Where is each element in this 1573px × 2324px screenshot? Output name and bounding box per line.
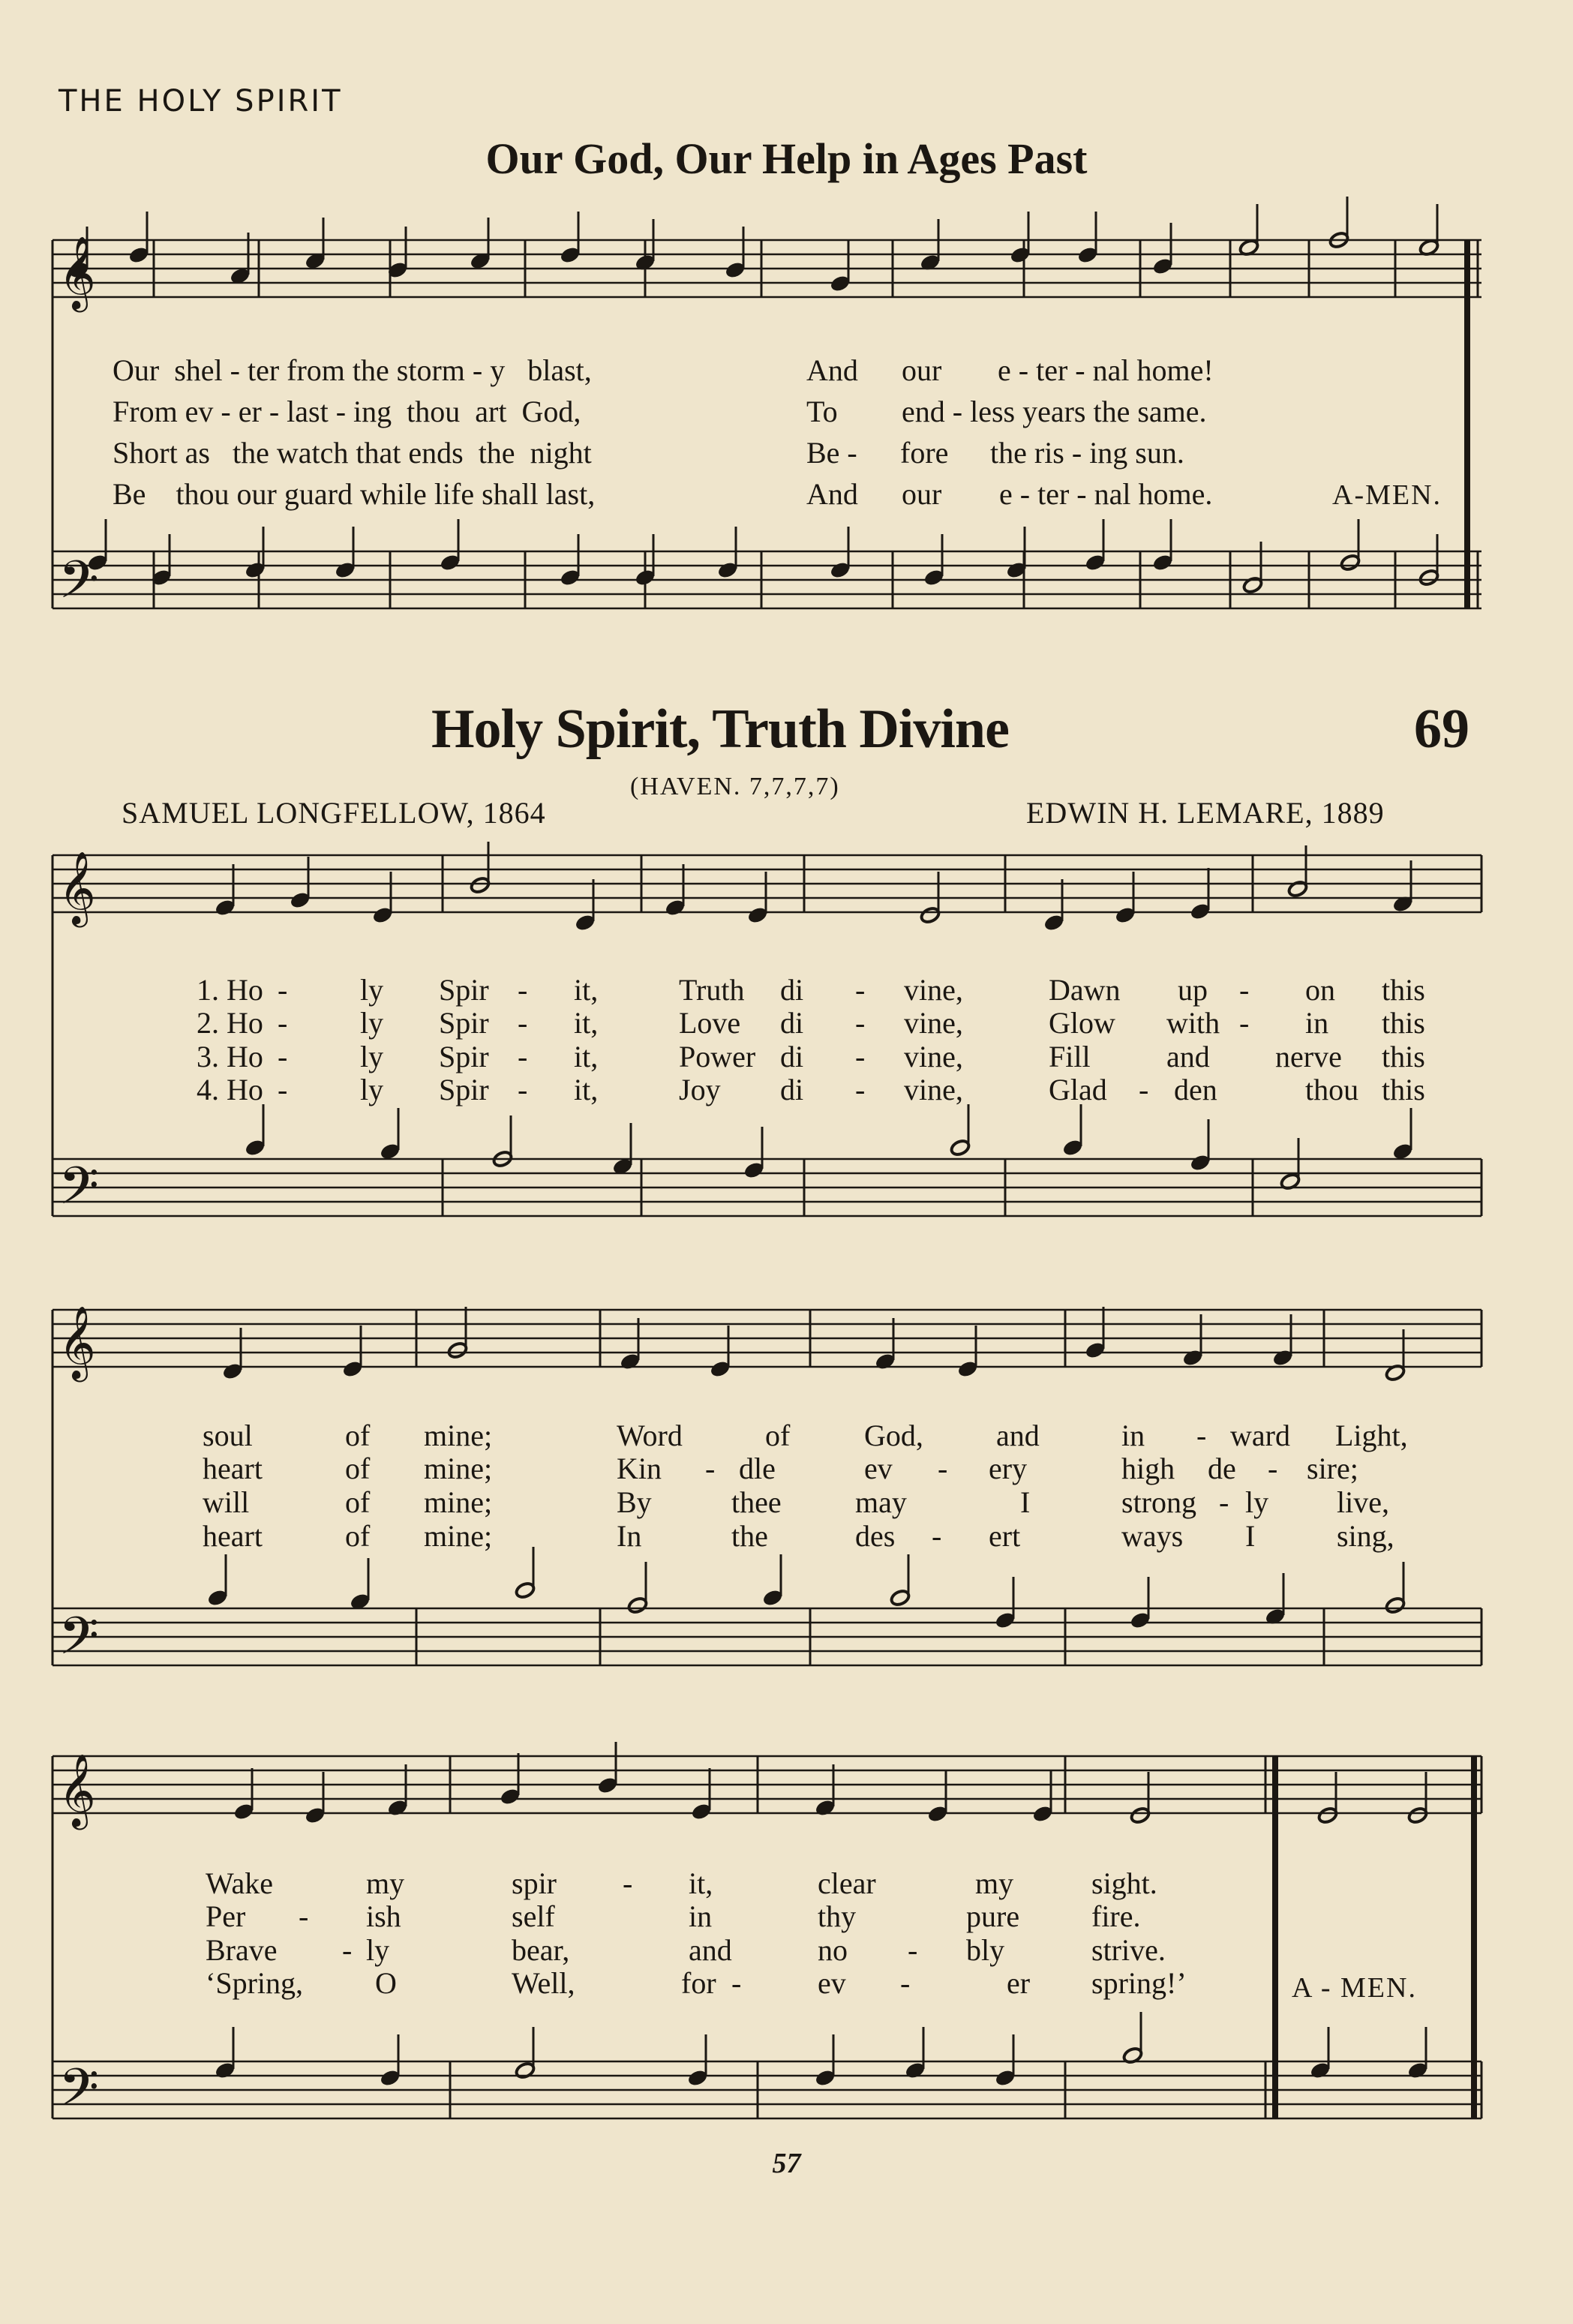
lyric-syllable: ways: [1121, 1519, 1184, 1553]
lyric-syllable: den: [1174, 1073, 1217, 1106]
lyric-syllable: di: [780, 1040, 804, 1073]
lyric-syllable: Wake: [206, 1866, 274, 1900]
lyric-syllable: and: [996, 1419, 1040, 1452]
lyric-syllable: ev: [818, 1966, 846, 2000]
lyric-syllable: clear: [818, 1866, 876, 1900]
svg-text:𝄢: 𝄢: [59, 2057, 100, 2130]
lyric-syllable: ‘Spring,: [206, 1966, 303, 2000]
lyric-syllable: O: [375, 1966, 397, 2000]
lyric: e - ter - nal home.: [999, 477, 1213, 511]
lyric-syllable: -: [900, 1966, 911, 2000]
lyric-syllable: Joy: [679, 1073, 721, 1106]
lyric-syllable: strong: [1121, 1485, 1196, 1519]
lyric: From ev - er - last - ing: [113, 395, 392, 428]
lyric-syllable: in: [1305, 1006, 1329, 1040]
hymn-title-holy-spirit: Holy Spirit, Truth Divine: [431, 698, 1009, 760]
lyric-syllable: Truth: [679, 973, 745, 1007]
lyric: And: [806, 353, 858, 387]
lyric-syllable: Well,: [512, 1966, 575, 2000]
lyric-syllable: ly: [1245, 1485, 1269, 1519]
lyric-syllable: Dawn: [1049, 973, 1121, 1007]
lyric: thou: [407, 395, 461, 428]
lyric: And: [806, 477, 858, 511]
lyric-syllable: live,: [1337, 1485, 1389, 1519]
lyric: night: [530, 436, 592, 470]
lyric-syllable: -: [342, 1933, 353, 1967]
lyric-syllable: -: [855, 973, 866, 1007]
lyric-syllable: dle: [739, 1452, 776, 1485]
lyric-syllable: -: [855, 1006, 866, 1040]
lyric: the watch that ends: [233, 436, 464, 470]
lyric-syllable: Spir: [439, 1073, 489, 1106]
lyric-syllable: pure: [966, 1899, 1020, 1933]
lyric-syllable: spring!’: [1091, 1966, 1187, 2000]
lyric-syllable: for: [681, 1966, 716, 2000]
lyric-syllable: Fill: [1049, 1040, 1091, 1073]
lyric-syllable: ward: [1230, 1419, 1290, 1452]
lyric-syllable: er: [1007, 1966, 1031, 2000]
lyric-syllable: ly: [360, 973, 384, 1007]
lyric-syllable: -: [938, 1452, 948, 1485]
lyric: Be -: [806, 436, 857, 470]
lyric-syllable: in: [1121, 1419, 1145, 1452]
hymn-a-verse-1: [113, 353, 1214, 388]
lyric: Short as: [113, 436, 210, 470]
lyric-syllable: -: [518, 1040, 528, 1073]
lyric-syllable: Kin: [617, 1452, 662, 1485]
lyric-syllable: ish: [366, 1899, 401, 1933]
lyric-syllable: ly: [360, 1040, 384, 1073]
lyric-syllable: and: [1166, 1040, 1210, 1073]
lyric-syllable: 4. Ho: [197, 1073, 263, 1106]
hymn-a-verse-4: [113, 476, 1213, 512]
page-number: 57: [772, 2148, 801, 2179]
lyric-syllable: of: [345, 1419, 371, 1452]
lyric-syllable: -: [623, 1866, 633, 1900]
lyric: blast,: [527, 353, 592, 387]
lyric-syllable: self: [512, 1899, 555, 1933]
lyric-syllable: -: [705, 1452, 716, 1485]
svg-text:𝄢: 𝄢: [59, 1155, 100, 1229]
lyric-syllable: my: [975, 1866, 1014, 1900]
lyric-syllable: mine;: [424, 1519, 493, 1553]
lyric-syllable: this: [1382, 1040, 1425, 1073]
lyric-syllable: In: [617, 1519, 642, 1553]
lyric-syllable: God,: [864, 1419, 923, 1452]
lyric-syllable: of: [345, 1452, 371, 1485]
lyric-syllable: I: [1020, 1485, 1031, 1519]
lyric-syllable: -: [1239, 1006, 1250, 1040]
lyric-syllable: sight.: [1091, 1866, 1157, 1900]
lyric-syllable: ly: [366, 1933, 390, 1967]
lyric: the: [478, 436, 515, 470]
hymn-a-verse-3: [113, 435, 1184, 470]
lyric-syllable: and: [689, 1933, 732, 1967]
lyric-syllable: it,: [574, 1073, 599, 1106]
lyric-syllable: on: [1305, 973, 1335, 1007]
lyric-syllable: my: [366, 1866, 405, 1900]
svg-text:𝄞: 𝄞: [59, 1305, 96, 1379]
lyric-syllable: -: [731, 1966, 742, 2000]
tune-name: (HAVEN. 7,7,7,7): [630, 773, 840, 800]
lyric-syllable: vine,: [904, 973, 963, 1007]
svg-text:𝄞: 𝄞: [59, 1753, 96, 1827]
lyric-syllable: vine,: [904, 1006, 963, 1040]
lyric-syllable: it,: [574, 1006, 599, 1040]
lyric: art: [475, 395, 507, 428]
lyric-syllable: -: [855, 1073, 866, 1106]
lyric-syllable: of: [765, 1419, 791, 1452]
lyric: God,: [521, 395, 581, 428]
lyric-syllable: the: [731, 1519, 768, 1553]
hymn-a-amen: A-MEN.: [1332, 479, 1442, 511]
lyric-syllable: sing,: [1337, 1519, 1394, 1553]
svg-text:𝄞: 𝄞: [59, 236, 96, 309]
lyric-syllable: bear,: [512, 1933, 570, 1967]
lyric-syllable: Light,: [1335, 1419, 1408, 1452]
lyric-syllable: it,: [574, 1040, 599, 1073]
lyric-syllable: spir: [512, 1866, 557, 1900]
lyric-syllable: ev: [864, 1452, 893, 1485]
lyric-syllable: By: [617, 1485, 652, 1519]
lyric: shel - ter from the storm - y: [174, 353, 506, 387]
lyric-syllable: -: [518, 1073, 528, 1106]
lyric-syllable: Glow: [1049, 1006, 1115, 1040]
lyric-syllable: thou: [1305, 1073, 1359, 1106]
lyric-syllable: -: [278, 1040, 288, 1073]
lyric-syllable: it,: [574, 973, 599, 1007]
lyric-syllable: di: [780, 1073, 804, 1106]
lyric: the ris - ing sun.: [990, 436, 1184, 470]
lyric: Be: [113, 477, 146, 511]
lyric-syllable: with: [1166, 1006, 1220, 1040]
lyric-syllable: of: [345, 1519, 371, 1553]
lyric-syllable: no: [818, 1933, 848, 1967]
lyric-syllable: -: [278, 1073, 288, 1106]
lyric: thou our guard while life shall last,: [176, 477, 596, 511]
lyric-syllable: this: [1382, 1006, 1425, 1040]
lyric-syllable: vine,: [904, 1073, 963, 1106]
lyric-syllable: this: [1382, 1073, 1425, 1106]
lyric-syllable: Per: [206, 1899, 246, 1933]
lyric-syllable: thy: [818, 1899, 857, 1933]
lyric-syllable: mine;: [424, 1485, 493, 1519]
lyric-syllable: di: [780, 1006, 804, 1040]
lyric: To: [806, 395, 838, 428]
lyric-syllable: 2. Ho: [197, 1006, 263, 1040]
lyric-syllable: fire.: [1091, 1899, 1141, 1933]
hymn-number: 69: [1414, 698, 1469, 760]
lyric-syllable: high: [1121, 1452, 1175, 1485]
lyric-syllable: thee: [731, 1485, 782, 1519]
lyric-syllable: -: [932, 1519, 942, 1553]
lyric-syllable: up: [1178, 973, 1208, 1007]
lyric-syllable: -: [855, 1040, 866, 1073]
lyric-syllable: Spir: [439, 1040, 489, 1073]
lyric-syllable: ly: [360, 1006, 384, 1040]
lyric-syllable: I: [1245, 1519, 1256, 1553]
lyric: our: [902, 353, 942, 387]
lyric-syllable: 3. Ho: [197, 1040, 263, 1073]
lyric-syllable: of: [345, 1485, 371, 1519]
lyric-syllable: heart: [203, 1452, 263, 1485]
hymn-title-our-god: Our God, Our Help in Ages Past: [485, 134, 1088, 183]
composer-credit: EDWIN H. LEMARE, 1889: [1026, 796, 1385, 830]
section-heading: THE HOLY SPIRIT: [59, 84, 343, 119]
lyric-syllable: -: [1139, 1073, 1149, 1106]
lyric-syllable: -: [1219, 1485, 1229, 1519]
lyric-syllable: 1. Ho: [197, 973, 263, 1007]
lyric-syllable: mine;: [424, 1452, 493, 1485]
lyric: fore: [900, 436, 949, 470]
lyric-syllable: will: [203, 1485, 250, 1519]
lyric-syllable: this: [1382, 973, 1425, 1007]
lyric-syllable: Brave: [206, 1933, 278, 1967]
lyric: our: [902, 477, 942, 511]
hymn-b-amen: A - MEN.: [1292, 1972, 1417, 2004]
lyric-syllable: mine;: [424, 1419, 493, 1452]
lyric-syllable: ly: [360, 1073, 384, 1106]
lyric-syllable: Glad: [1049, 1073, 1107, 1106]
lyric-syllable: -: [1268, 1452, 1278, 1485]
lyric-syllable: ery: [989, 1452, 1028, 1485]
author-credit: SAMUEL LONGFELLOW, 1864: [122, 796, 546, 830]
svg-text:𝄢: 𝄢: [59, 1605, 100, 1679]
lyric-syllable: bly: [966, 1933, 1005, 1967]
lyric: end - less years the same.: [902, 395, 1207, 428]
lyric-syllable: -: [299, 1899, 309, 1933]
lyric-syllable: Spir: [439, 973, 489, 1007]
svg-text:𝄞: 𝄞: [59, 851, 96, 924]
lyric-syllable: Word: [617, 1419, 683, 1452]
lyric-syllable: may: [855, 1485, 907, 1519]
svg-text:𝄢: 𝄢: [59, 549, 100, 623]
lyric-syllable: ert: [989, 1519, 1021, 1553]
lyric-syllable: -: [1239, 973, 1250, 1007]
lyric-syllable: vine,: [904, 1040, 963, 1073]
lyric-syllable: -: [518, 1006, 528, 1040]
lyric-syllable: -: [278, 1006, 288, 1040]
lyric-syllable: -: [278, 973, 288, 1007]
hymn-a-verse-2: [113, 394, 1207, 429]
lyric-syllable: Love: [679, 1006, 741, 1040]
lyric-syllable: Power: [679, 1040, 756, 1073]
lyric-syllable: sire;: [1307, 1452, 1358, 1485]
lyric-syllable: soul: [203, 1419, 253, 1452]
lyric-syllable: in: [689, 1899, 713, 1933]
lyric-syllable: -: [908, 1933, 918, 1967]
lyric-syllable: -: [1196, 1419, 1207, 1452]
lyric-syllable: heart: [203, 1519, 263, 1553]
lyric-syllable: des: [855, 1519, 896, 1553]
lyric-syllable: Spir: [439, 1006, 489, 1040]
lyric-syllable: di: [780, 973, 804, 1007]
lyric: e - ter - nal home!: [998, 353, 1214, 387]
lyric-syllable: de: [1208, 1452, 1236, 1485]
lyric-syllable: -: [518, 973, 528, 1007]
lyric-syllable: nerve: [1275, 1040, 1342, 1073]
lyric-syllable: strive.: [1091, 1933, 1166, 1967]
lyric-syllable: it,: [689, 1866, 713, 1900]
lyric: Our: [113, 353, 160, 387]
